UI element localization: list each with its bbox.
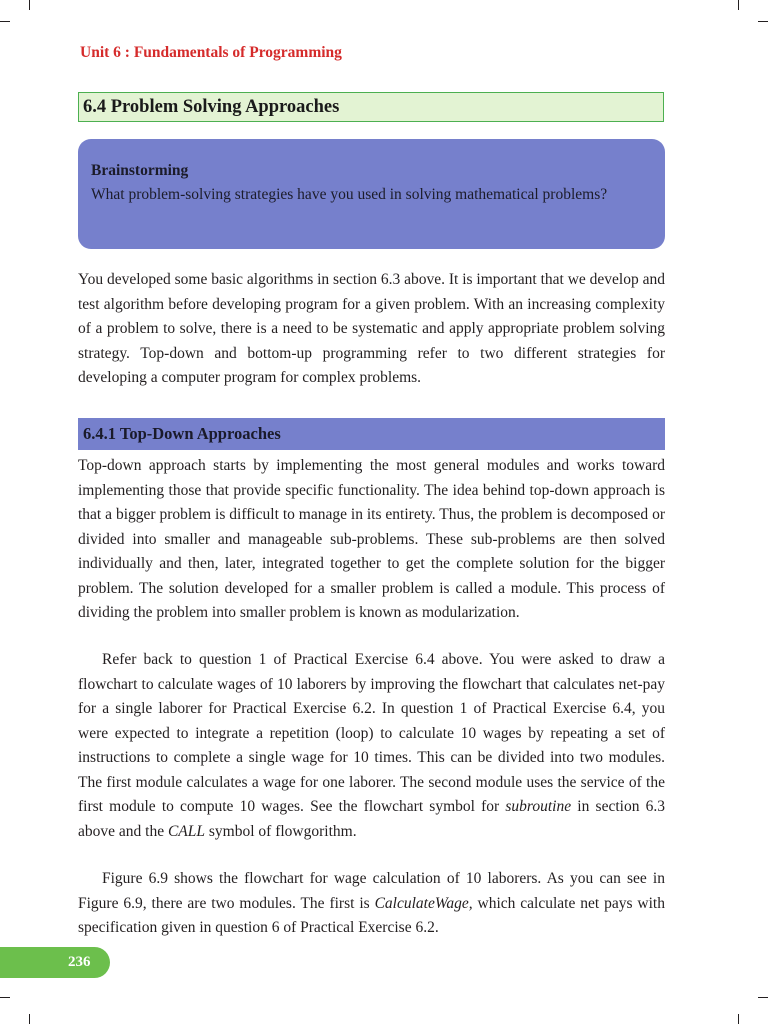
subsection-heading: 6.4.1 Top-Down Approaches [78, 418, 665, 450]
crop-mark [738, 0, 739, 10]
page-number: 236 [68, 954, 91, 970]
term-calculatewage: CalculateWage, [374, 894, 473, 912]
paragraph-text: symbol of flowgorithm. [205, 822, 357, 840]
brainstorming-box [78, 139, 665, 249]
paragraph-text: Figure 6.9 shows the flowchart for wage calculation of 10 laborers. As you can see in Figure 6.9, there are two modules. The first is [78, 870, 665, 912]
crop-mark [758, 21, 768, 22]
unit-header: Unit 6 : Fundamentals of Programming [80, 44, 342, 61]
paragraph-practical-exercise [78, 648, 665, 844]
page-number-tab [0, 947, 110, 978]
crop-mark [758, 997, 768, 998]
intro-paragraph: You developed some basic algorithms in section 6.3 above. It is important that we develop and test algorithm before developing program for a given problem. With an increasing complexity of a problem to solve, there is a need to be systematic and apply appropriate problem solving strategy. Top-down and bottom-up programming refer to two different strategies for developing a computer program for complex problems. [78, 271, 665, 386]
term-call: CALL [167, 822, 206, 840]
paragraph-top-down-definition: Top-down approach starts by implementing the most general modules and works toward implementing those that provide specific functionality. The idea behind top-down approach is that a bigger problem is difficult to manage in its entirety. Thus, the problem is decomposed or divided into smaller and manageable sub-problems. These sub-problems are then solved individually and then, later, integrated together to get the complete solution for the bigger problem. The solution developed for a smaller problem is called a module. This process of dividing the problem into smaller problem is known as modularization. [78, 457, 665, 621]
crop-mark [29, 1014, 30, 1024]
paragraph-text: which calculate net pays with specification given in question 6 of Practical Exercise 6.2. [78, 894, 665, 936]
crop-mark [0, 21, 10, 22]
brainstorming-question: What problem-solving strategies have you used in solving mathematical problems? [91, 186, 608, 203]
term-subroutine: subroutine [505, 798, 572, 815]
crop-mark [738, 1014, 739, 1024]
paragraph-figure-reference [78, 867, 665, 941]
crop-mark [0, 997, 10, 998]
paragraph-text: Refer back to question 1 of Practical Exercise 6.4 above. You were asked to draw a flowchart to calculate wages of 10 laborers by improving the flowchart that calculates net-pay for a single laborer for Practical Exercise 6.2. In question 1 of Practical Exercise 6.4, you were expected to integrate a repetition (loop) to calculate 10 wages by repeating a set of instructions to complete a single wage for 10 times. This can be divided into two modules. The first module calculates a wage for one laborer. The second module uses the service of the first module to compute 10 wages. See the flowchart symbol for [78, 651, 665, 815]
crop-mark [29, 0, 30, 10]
paragraph-text: in section 6.3 above and the [78, 798, 665, 840]
brainstorming-title: Brainstorming [91, 162, 189, 179]
section-heading: 6.4 Problem Solving Approaches [78, 92, 664, 122]
